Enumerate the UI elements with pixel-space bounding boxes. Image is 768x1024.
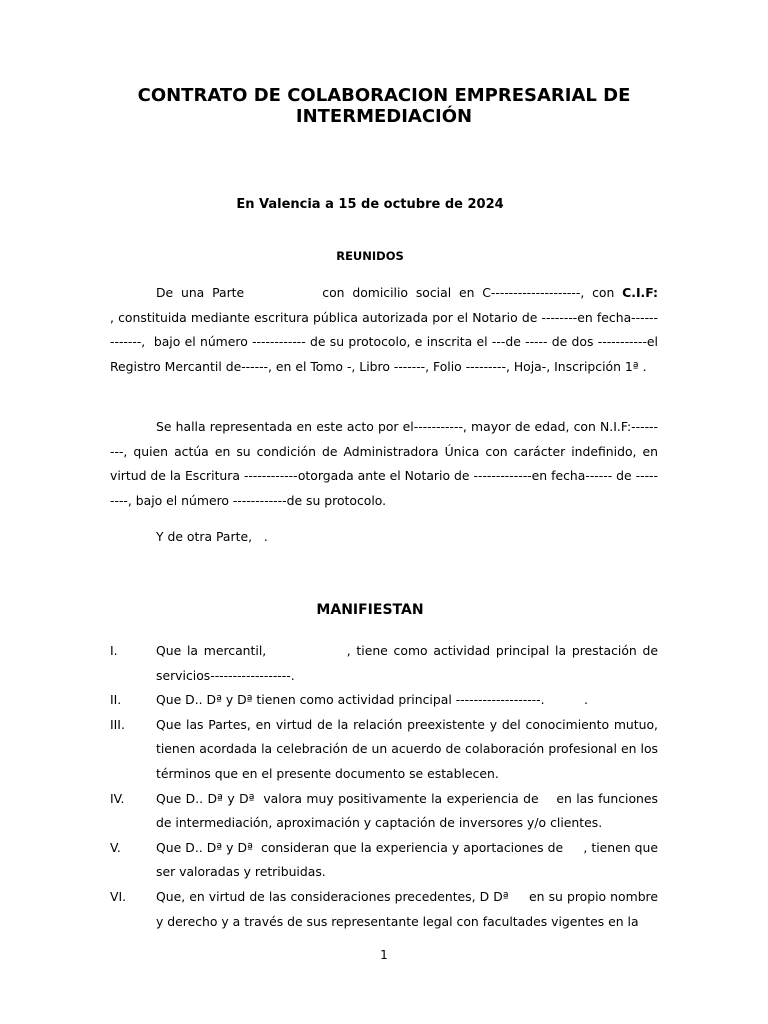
cif-label: C.I.F: (622, 285, 658, 300)
paragraph-text: Y de otra Parte, . (156, 529, 268, 544)
list-item (110, 885, 662, 934)
item-text: Que D.. Dª y Dª consideran que la experiencia y aportaciones de , tienen que ser valoradas y retribuidas. (156, 839, 662, 880)
reunidos-heading: REUNIDOS (336, 249, 404, 263)
item-number: IV. (110, 790, 125, 806)
page-number: 1 (380, 948, 388, 962)
item-number: III. (110, 716, 125, 732)
item-text: Que D.. Dª y Dª tienen como actividad principal -------------------. . (156, 692, 588, 708)
list-item (110, 688, 658, 713)
list-item (110, 713, 658, 787)
item-text: Que D.. Dª y Dª valora muy positivamente la experiencia de en las funciones de intermediación, aproximación y captación de inversores y/o clientes. (156, 790, 662, 831)
paragraph-text: De una Parte con domicilio social en C--------------------, con (156, 285, 623, 300)
paragraph-text: Se halla representada en este acto por el-----------, mayor de edad, con N.I.F:---------, quien actúa en su condición de Administradora Única con carácter indefinido, en virtud de la Escritura ------------otorgada ante el Notario de -------------en fecha------ de ---------, bajo el número ------------de su protocolo. (110, 419, 658, 508)
list-item (110, 836, 662, 885)
list-item (110, 639, 662, 688)
item-text: Que la mercantil, , tiene como actividad principal la prestación de servicios------------------. (156, 643, 662, 683)
document-title: CONTRATO DE COLABORACION EMPRESARIAL DE INTERMEDIACIÓN (137, 85, 631, 127)
item-text: Que, en virtud de las consideraciones precedentes, D Dª en su propio nombre y derecho y a través de sus representante legal con facultades vigentes en la (156, 888, 662, 929)
item-number: II. (110, 692, 122, 708)
paragraph-primera-parte (110, 281, 725, 379)
paragraph-otra-parte (110, 525, 658, 550)
item-number: I. (110, 643, 118, 658)
item-text: Que las Partes, en virtud de la relación preexistente y del conocimiento mutuo, tienen acordada la celebración de un acuerdo de colaboración profesional en los términos que en el presente documento se establecen. (156, 716, 658, 781)
date-line: En Valencia a 15 de octubre de 2024 (236, 197, 504, 212)
manifiestan-list (110, 639, 662, 934)
list-item (110, 787, 662, 836)
manifiestan-heading: MANIFIESTAN (316, 602, 424, 618)
paragraph-representacion (110, 415, 658, 513)
item-number: VI. (110, 888, 127, 904)
item-number: V. (110, 839, 121, 855)
paragraph-text: , constituida mediante escritura pública autorizada por el Notario de --------en fecha-------------, bajo el número ------------ de su protocolo, e inscrita el ---de ----- de dos -----------el Registro Mercantil de------, en el Tomo -, Libro -------, Folio ---------, Hoja-, Inscripción 1ª . (110, 285, 725, 374)
